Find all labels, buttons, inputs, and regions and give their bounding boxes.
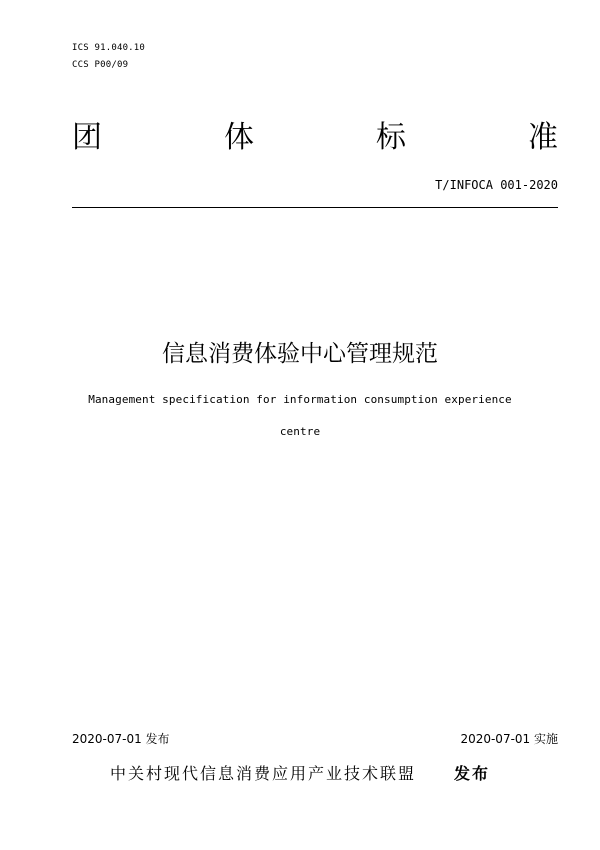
publisher-name: 中关村现代信息消费应用产业技术联盟 [109,764,416,783]
publish-label: 发布 [454,764,491,783]
document-title-english: Management specification for information consumption experience centre [88,393,512,438]
standard-type-char: 标 [376,120,406,155]
header-divider [72,207,558,208]
publisher-line [0,762,600,786]
issue-date: 2020-07-01 发布 [72,732,170,746]
standard-type-heading [72,118,558,158]
standard-number: T/INFOCA 001-2020 [435,178,558,192]
standard-type-char: 体 [224,120,254,155]
document-title-chinese: 信息消费体验中心管理规范 [162,341,438,367]
standard-type-char: 团 [72,120,102,155]
standard-type-char: 准 [528,120,558,155]
ccs-code: CCS P00/09 [72,60,129,70]
implementation-date: 2020-07-01 实施 [460,732,558,746]
ics-code: ICS 91.040.10 [72,43,146,53]
